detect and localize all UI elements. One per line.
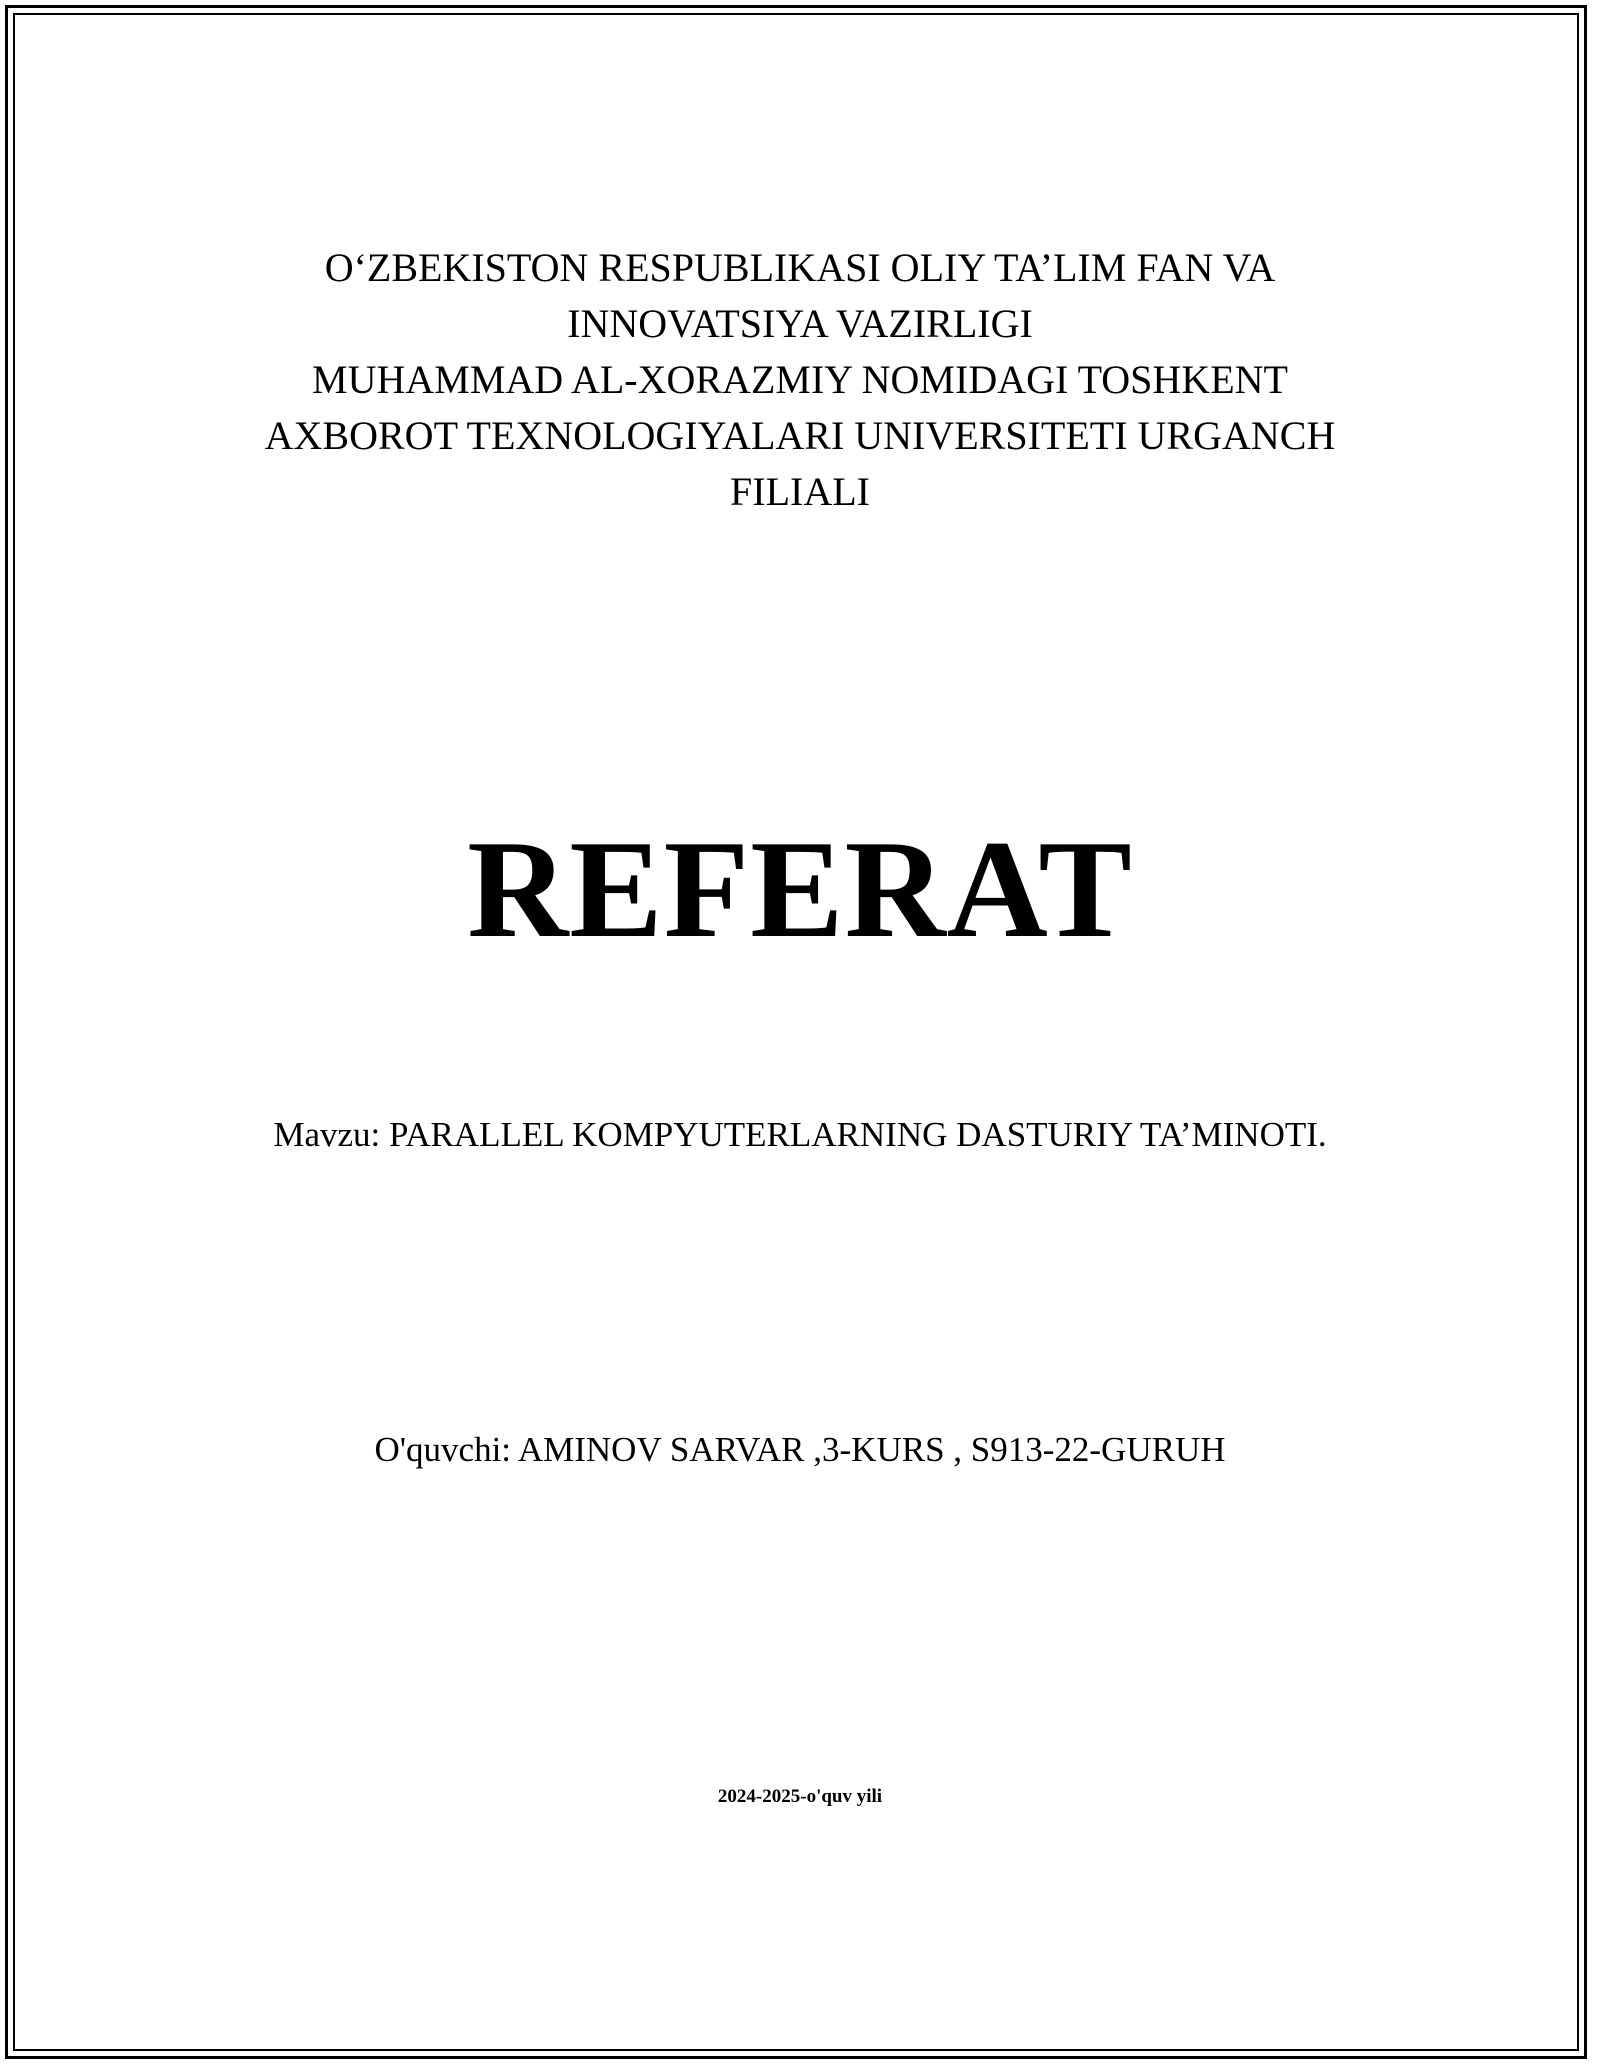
student-line: O'quvchi: AMINOV SARVAR ,3-KURS , S913-22-GURUH (374, 1430, 1226, 1469)
header-line: AXBOROT TEXNOLOGIYALARI UNIVERSITETI URGANCH (264, 413, 1336, 458)
header-line: INNOVATSIYA VAZIRLIGI (567, 301, 1033, 346)
header-line: O‘ZBEKISTON RESPUBLIKASI OLIY TA’LIM FAN VA (324, 245, 1276, 290)
header-line: FILIALI (730, 469, 870, 514)
institution-header (160, 240, 1440, 520)
header-line: MUHAMMAD AL-XORAZMIY NOMIDAGI TOSHKENT (312, 357, 1288, 402)
topic-line: Mavzu: PARALLEL KOMPYUTERLARNING DASTURIY TA’MINOTI. (273, 1115, 1327, 1154)
document-title: REFERAT (467, 812, 1133, 967)
academic-year: 2024-2025-o'quv yili (717, 1786, 883, 1807)
